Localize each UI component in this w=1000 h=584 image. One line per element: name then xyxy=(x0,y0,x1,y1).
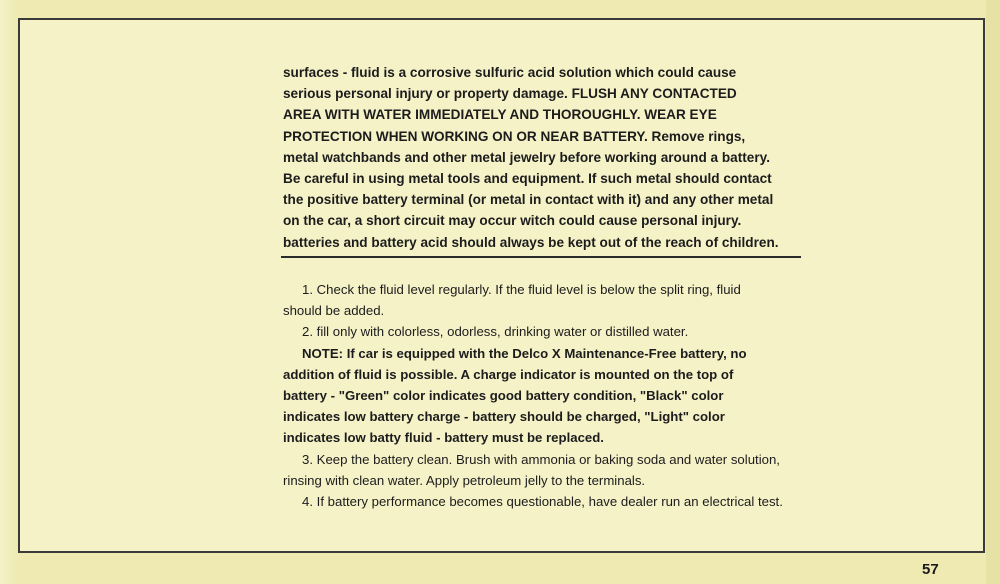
instruction-item-1-cont: should be added. xyxy=(283,303,385,319)
warning-line: serious personal injury or property damage. FLUSH ANY CONTACTED xyxy=(283,86,737,102)
warning-line: PROTECTION WHEN WORKING ON OR NEAR BATTERY. Remove rings, xyxy=(283,128,746,144)
warning-line: surfaces - fluid is a corrosive sulfuric acid solution which could cause xyxy=(283,65,737,80)
note-line: indicates low battery charge - battery should be charged, "Light" color xyxy=(283,409,725,425)
warning-line: on the car, a short circuit may occur witch could cause personal injury. xyxy=(283,213,742,229)
instruction-item-4: 4. If battery performance becomes questionable, have dealer run an electrical test. xyxy=(302,494,783,510)
warning-line: Be careful in using metal tools and equipment. If such metal should contact xyxy=(283,171,772,187)
note-line: battery - "Green" color indicates good battery condition, "Black" color xyxy=(283,388,724,404)
instruction-item-3-cont: rinsing with clean water. Apply petroleum jelly to the terminals. xyxy=(283,472,646,488)
instruction-item-1: 1. Check the fluid level regularly. If the fluid level is below the split ring, fluid xyxy=(302,282,741,297)
warning-paragraph xyxy=(283,62,813,253)
note-line: addition of fluid is possible. A charge indicator is mounted on the top of xyxy=(283,366,734,382)
page-gutter xyxy=(0,0,18,584)
warning-line: AREA WITH WATER IMMEDIATELY AND THOROUGHLY. WEAR EYE xyxy=(283,107,717,123)
page-edge xyxy=(986,0,1000,584)
instruction-item-2: 2. fill only with colorless, odorless, drinking water or distilled water. xyxy=(302,324,689,340)
warning-line: the positive battery terminal (or metal in contact with it) and any other metal xyxy=(283,192,774,208)
warning-line: metal watchbands and other metal jewelry before working around a battery. xyxy=(283,149,770,165)
note-line: NOTE: If car is equipped with the Delco X Maintenance-Free battery, no xyxy=(302,345,747,361)
maintenance-instructions xyxy=(283,279,823,512)
instruction-item-3: 3. Keep the battery clean. Brush with ammonia or baking soda and water solution, xyxy=(302,451,780,467)
page-number: 57 xyxy=(922,561,939,578)
warning-line: batteries and battery acid should always be kept out of the reach of children. xyxy=(283,234,779,250)
note-line: indicates low batty fluid - battery must be replaced. xyxy=(283,430,604,446)
section-divider xyxy=(281,256,801,258)
